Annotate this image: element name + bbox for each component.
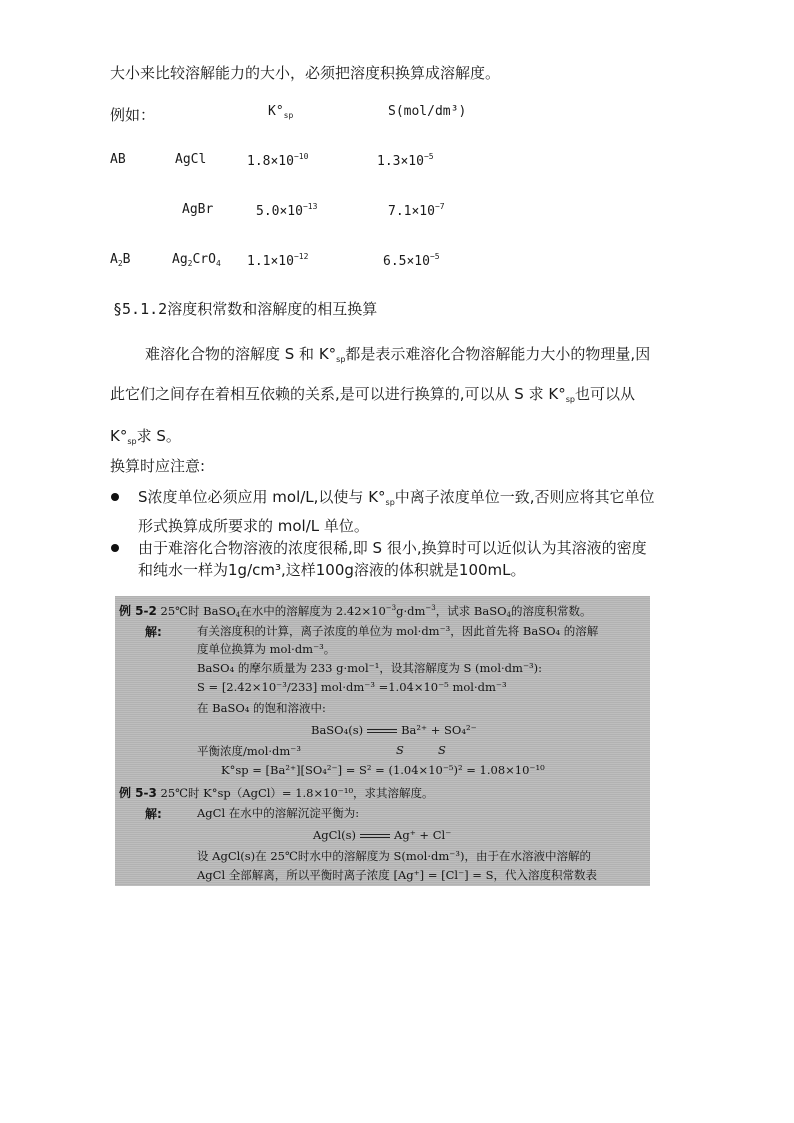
bullet-icon bbox=[111, 544, 119, 552]
solution-line: 设 AgCl(s)在 25℃时水中的溶解度为 S(mol·dm⁻³)，由于在水溶液中溶解的 bbox=[197, 849, 591, 863]
equilibrium-value: S bbox=[438, 743, 446, 757]
solution-line: 在 BaSO₄ 的饱和溶液中: bbox=[197, 701, 326, 715]
row-solubility-value: $1.3\times 10^{-5}$ bbox=[377, 152, 434, 169]
row-ksp-value: $5.0\times 10^{-13}$ bbox=[256, 202, 318, 219]
solution-line: AgCl 全部解离，所以平衡时离子浓度 [Ag⁺] = [Cl⁻] = S，代入溶度积常数表 bbox=[197, 868, 597, 882]
notice-heading: 换算时应注意: bbox=[110, 457, 206, 475]
equilibrium-concentration-label: 平衡浓度/mol·dm⁻³ bbox=[197, 744, 301, 758]
row-type: AB bbox=[110, 152, 126, 167]
bullet-item: S浓度单位必须应用 mol/L,以使与 $K^\circ_{sp}$中离子浓度单位一致,否则应将其它单位 bbox=[138, 488, 655, 507]
equilibrium-value: S bbox=[396, 743, 404, 757]
example-5-2-line: 例 5-2 25℃时 BaSO$_4$在水中的溶解度为 $2.42\times 10^{-3}g\cdot dm^{-3}$，试求 BaSO$_4$的溶度积常数。 bbox=[119, 604, 592, 619]
equilibrium-equation: BaSO₄(s) Ba²⁺ + SO₄²⁻ bbox=[311, 723, 477, 737]
paragraph-line: $K^\circ_{sp}$求 S。 bbox=[110, 427, 181, 446]
column-header-ksp: $K^\circ_{sp}$ bbox=[268, 104, 294, 120]
solution-line: 有关溶度积的计算，离子浓度的单位为 mol·dm⁻³，因此首先将 BaSO₄ 的溶解 bbox=[197, 624, 599, 638]
bullet-item-continuation: 形式换算成所要求的 mol/L 单位。 bbox=[138, 517, 369, 535]
bullet-item-continuation: 和纯水一样为1g/cm³,这样100g溶液的体积就是100mL。 bbox=[138, 561, 526, 579]
row-compound: AgCl bbox=[175, 152, 207, 167]
bullet-item: 由于难溶化合物溶液的浓度很稀,即 S 很小,换算时可以近似认为其溶液的密度 bbox=[138, 539, 647, 557]
solution-equation: S = [2.42×10⁻³/233] mol·dm⁻³ =1.04×10⁻⁵ mol·dm⁻³ bbox=[197, 680, 507, 694]
row-ksp-value: $1.1\times 10^{-12}$ bbox=[247, 252, 309, 269]
equilibrium-arrow-icon bbox=[360, 832, 390, 840]
paragraph-line: 难溶化合物的溶解度 S 和 $K^\circ_{sp}$都是表示难溶化合物溶解能力大小的物理量,因 bbox=[145, 345, 651, 364]
scanned-textbook-excerpt bbox=[115, 596, 650, 886]
column-header-solubility: S(mol/dm³) bbox=[388, 104, 467, 119]
solution-line: 度单位换算为 mol·dm⁻³。 bbox=[197, 642, 336, 656]
row-solubility-value: $6.5\times 10^{-5}$ bbox=[383, 252, 440, 269]
example-5-3-line: 例 5-3 25℃时 K°sp（AgCl）= 1.8×10⁻¹⁰，求其溶解度。 bbox=[119, 786, 434, 800]
section-title: 溶度积常数和溶解度的相互换算 bbox=[167, 300, 378, 318]
row-compound: AgBr bbox=[182, 202, 214, 217]
section-heading bbox=[113, 298, 377, 319]
solution-label: 解: bbox=[145, 625, 162, 639]
paragraph-line: 此它们之间存在着相互依赖的关系,是可以进行换算的,可以从 S 求 $K^\circ_{sp}$也可以从 bbox=[110, 385, 635, 404]
row-solubility-value: $7.1\times 10^{-7}$ bbox=[388, 202, 445, 219]
example-label: 例如： bbox=[110, 106, 156, 124]
row-compound: $Ag_2CrO_4$ bbox=[172, 252, 221, 268]
bullet-icon bbox=[111, 493, 119, 501]
solution-label: 解: bbox=[145, 807, 162, 821]
intro-line: 大小来比较溶解能力的大小，必须把溶度积换算成溶解度。 bbox=[110, 64, 501, 82]
row-type: $A_2B$ bbox=[110, 252, 131, 268]
solution-line: AgCl 在水中的溶解沉淀平衡为: bbox=[197, 806, 360, 820]
solution-equation: K°sp = [Ba²⁺][SO₄²⁻] = S² = (1.04×10⁻⁵)² = 1.08×10⁻¹⁰ bbox=[221, 763, 545, 777]
equilibrium-arrow-icon bbox=[367, 727, 397, 735]
solution-line: BaSO₄ 的摩尔质量为 233 g·mol⁻¹，设其溶解度为 S (mol·dm⁻³): bbox=[197, 661, 542, 675]
equilibrium-equation: AgCl(s) Ag⁺ + Cl⁻ bbox=[313, 828, 452, 842]
row-ksp-value: $1.8\times 10^{-10}$ bbox=[247, 152, 309, 169]
section-number: §5.1.2 bbox=[113, 300, 168, 318]
